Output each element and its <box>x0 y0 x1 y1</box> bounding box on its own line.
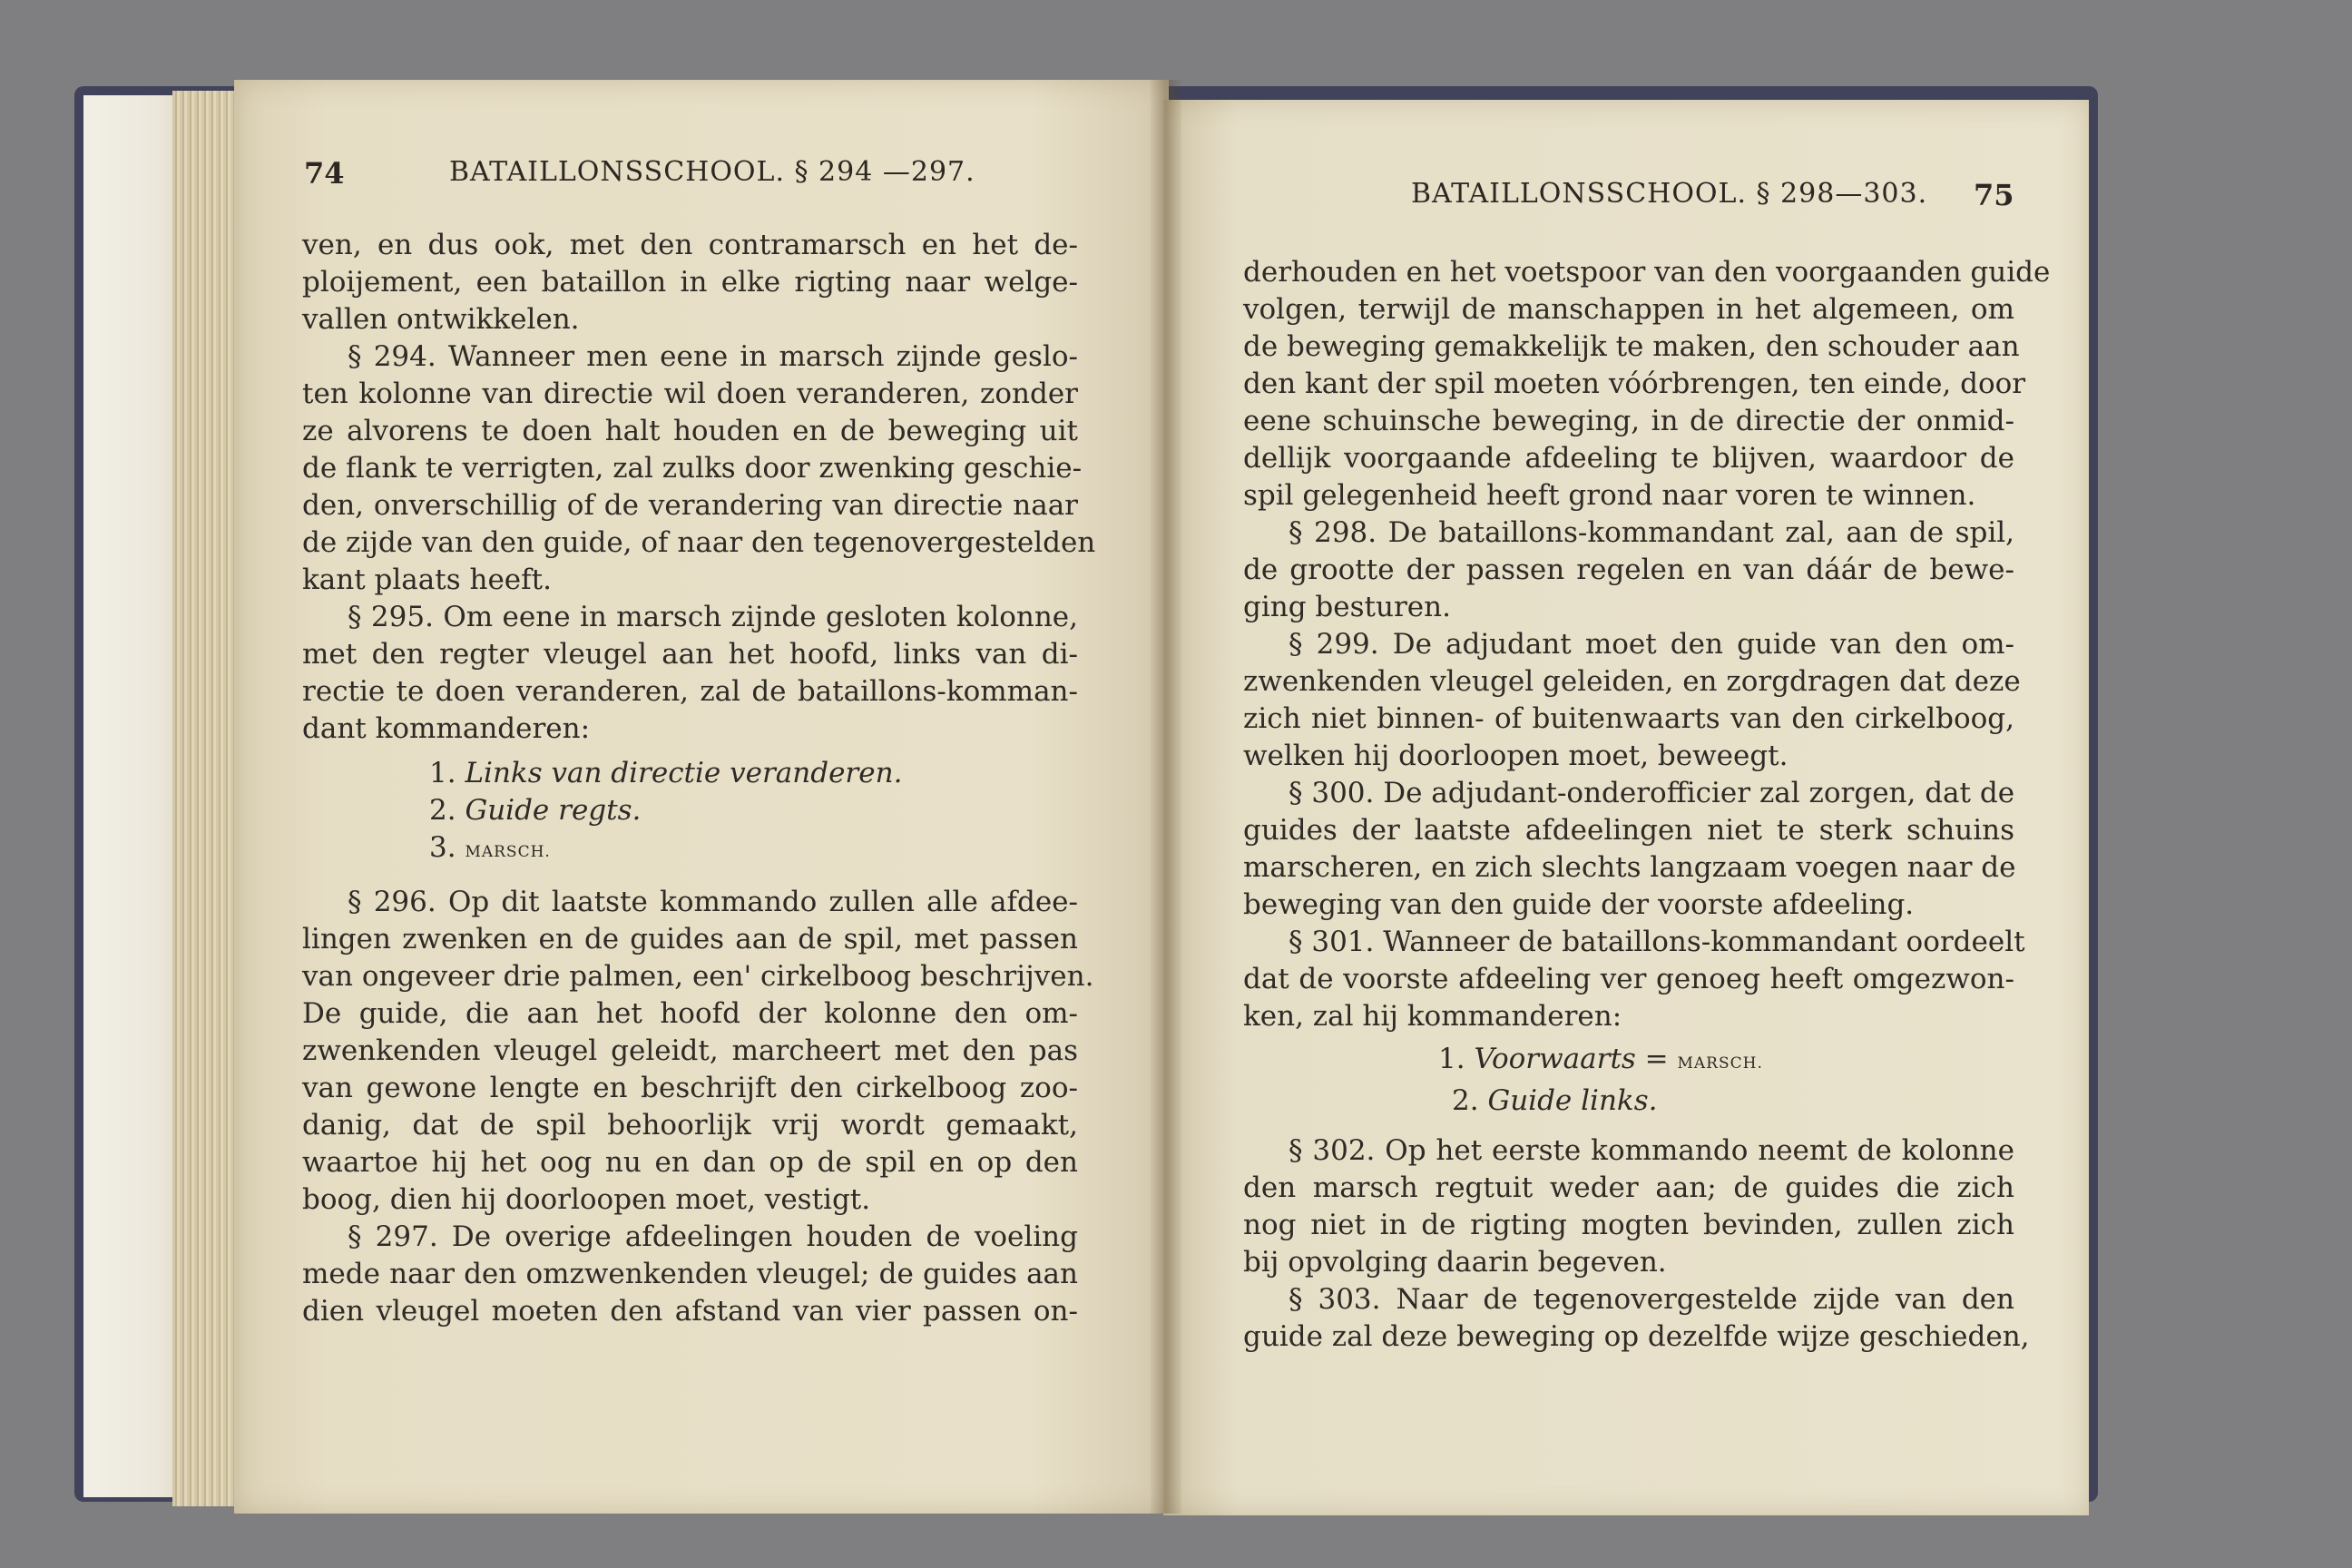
text-line: den kant der spil moeten vóórbrengen, ten einde, door <box>1243 368 2026 400</box>
command-line <box>302 792 1078 829</box>
text-line: welken hij doorloopen moet, beweegt. <box>1243 740 1788 772</box>
text-line: § 301. Wanneer de bataillons-kommandant oordeelt <box>1289 926 2025 958</box>
text-line: den marsch regtuit weder aan; de guides die zich <box>1243 1171 2014 1204</box>
command-text-small: MARSCH. <box>1677 1054 1763 1073</box>
command-text: Guide regts. <box>465 794 642 827</box>
command-text: Voorwaarts = <box>1474 1043 1669 1075</box>
text-line: met den regter vleugel aan het hoofd, links van di- <box>302 638 1078 671</box>
left-page-text <box>302 227 1096 1330</box>
command-number: 2. <box>429 794 456 827</box>
left-running-header: BATAILLONSSCHOOL. § 294 —297. <box>449 156 975 188</box>
command-number: 2. <box>1452 1084 1479 1117</box>
right-page-number: 75 <box>1974 178 2014 212</box>
text-line: de flank te verrigten, zal zulks door zwenking geschie- <box>302 452 1083 485</box>
text-line: spil gelegenheid heeft grond naar voren te winnen. <box>1243 479 1976 512</box>
text-line: zwenkenden vleugel geleiden, en zorgdragen dat deze <box>1243 665 2021 698</box>
text-line: den, onverschillig of de verandering van directie naar <box>302 489 1078 522</box>
text-line: § 300. De adjudant-onderofficier zal zorgen, dat de <box>1289 777 2015 809</box>
text-line: § 302. Op het eerste kommando neemt de kolonne <box>1289 1134 2014 1167</box>
command-text: Guide links. <box>1487 1084 1658 1117</box>
text-line: van ongeveer drie palmen, een' cirkelboog beschrijven. <box>302 960 1094 993</box>
command-line <box>302 829 1078 871</box>
text-line: dien vleugel moeten den afstand van vier passen on- <box>302 1295 1078 1328</box>
text-line: marscheren, en zich slechts langzaam voegen naar de <box>1243 851 2016 884</box>
text-line: § 294. Wanneer men eene in marsch zijnde geslo- <box>348 340 1078 373</box>
text-line: kant plaats heeft. <box>302 564 552 596</box>
text-line: volgen, terwijl de manschappen in het algemeen, om <box>1243 293 2014 326</box>
command-line <box>302 755 1078 792</box>
command-line <box>1243 1083 2014 1120</box>
command-number: 1. <box>429 757 456 789</box>
right-running-header: BATAILLONSSCHOOL. § 298—303. <box>1411 178 1928 210</box>
text-line: mede naar den omzwenkenden vleugel; de guides aan <box>302 1258 1078 1290</box>
text-line: § 298. De bataillons-kommandant zal, aan de spil, <box>1289 516 2014 549</box>
text-line: dellijk voorgaande afdeeling te blijven, waardoor de <box>1243 442 2014 475</box>
command-text: MARSCH. <box>465 843 551 861</box>
book-gutter <box>1151 80 1181 1514</box>
text-line: De guide, die aan het hoofd der kolonne den om- <box>302 997 1078 1030</box>
text-line: eene schuinsche beweging, in de directie der onmid- <box>1243 405 2014 437</box>
text-line: lingen zwenken en de guides aan de spil, met passen <box>302 923 1078 956</box>
command-text: Links van directie veranderen. <box>465 757 903 789</box>
text-line: ven, en dus ook, met den contramarsch en het de- <box>302 229 1078 261</box>
command-line <box>1243 1041 2014 1083</box>
command-number: 3. <box>429 831 456 864</box>
text-line: dant kommanderen: <box>302 712 591 745</box>
text-line: ken, zal hij kommanderen: <box>1243 1000 1622 1033</box>
text-line: § 303. Naar de tegenovergestelde zijde van den <box>1289 1283 2014 1316</box>
text-line: van gewone lengte en beschrijft den cirkelboog zoo- <box>302 1072 1078 1104</box>
text-line: bij opvolging daarin begeven. <box>1243 1246 1667 1279</box>
text-line: ze alvorens te doen halt houden en de beweging uit <box>302 415 1078 447</box>
text-line: dat de voorste afdeeling ver genoeg heeft omgezwon- <box>1243 963 2014 995</box>
text-line: rectie te doen veranderen, zal de bataillons-komman- <box>302 675 1078 708</box>
text-line: § 297. De overige afdeelingen houden de voeling <box>348 1220 1078 1253</box>
text-line: derhouden en het voetspoor van den voorgaanden guide <box>1243 256 2051 289</box>
text-line: § 296. Op dit laatste kommando zullen alle afdee- <box>348 886 1078 918</box>
text-line: de grootte der passen regelen en van dáár de bewe- <box>1243 554 2014 586</box>
text-line: vallen ontwikkelen. <box>302 303 580 336</box>
command-number: 1. <box>1438 1043 1465 1075</box>
text-line: nog niet in de rigting mogten bevinden, zullen zich <box>1243 1209 2014 1241</box>
text-line: danig, dat de spil behoorlijk vrij wordt gemaakt, <box>302 1109 1078 1142</box>
text-line: ploijement, een bataillon in elke rigting naar welge- <box>302 266 1078 299</box>
text-line: guide zal deze beweging op dezelfde wijze geschieden, <box>1243 1320 2030 1353</box>
text-line: beweging van den guide der voorste afdeeling. <box>1243 888 1915 921</box>
right-page-text <box>1243 254 2051 1356</box>
text-line: ten kolonne van directie wil doen veranderen, zonder <box>302 377 1078 410</box>
text-line: zich niet binnen- of buitenwaarts van den cirkelboog, <box>1243 702 2014 735</box>
text-line: ging besturen. <box>1243 591 1451 623</box>
text-line: § 299. De adjudant moet den guide van den om- <box>1289 628 2014 661</box>
text-line: guides der laatste afdeelingen niet te sterk schuins <box>1243 814 2014 847</box>
text-line: de beweging gemakkelijk te maken, den schouder aan <box>1243 330 2020 363</box>
text-line: zwenkenden vleugel geleidt, marcheert met den pas <box>302 1034 1078 1067</box>
text-line: de zijde van den guide, of naar den tegenovergestelden <box>302 526 1096 559</box>
text-line: waartoe hij het oog nu en dan op de spil en op den <box>302 1146 1078 1179</box>
text-line: boog, dien hij doorloopen moet, vestigt. <box>302 1183 871 1216</box>
text-line: § 295. Om eene in marsch zijnde gesloten kolonne, <box>348 601 1078 633</box>
left-page-number: 74 <box>304 156 345 191</box>
